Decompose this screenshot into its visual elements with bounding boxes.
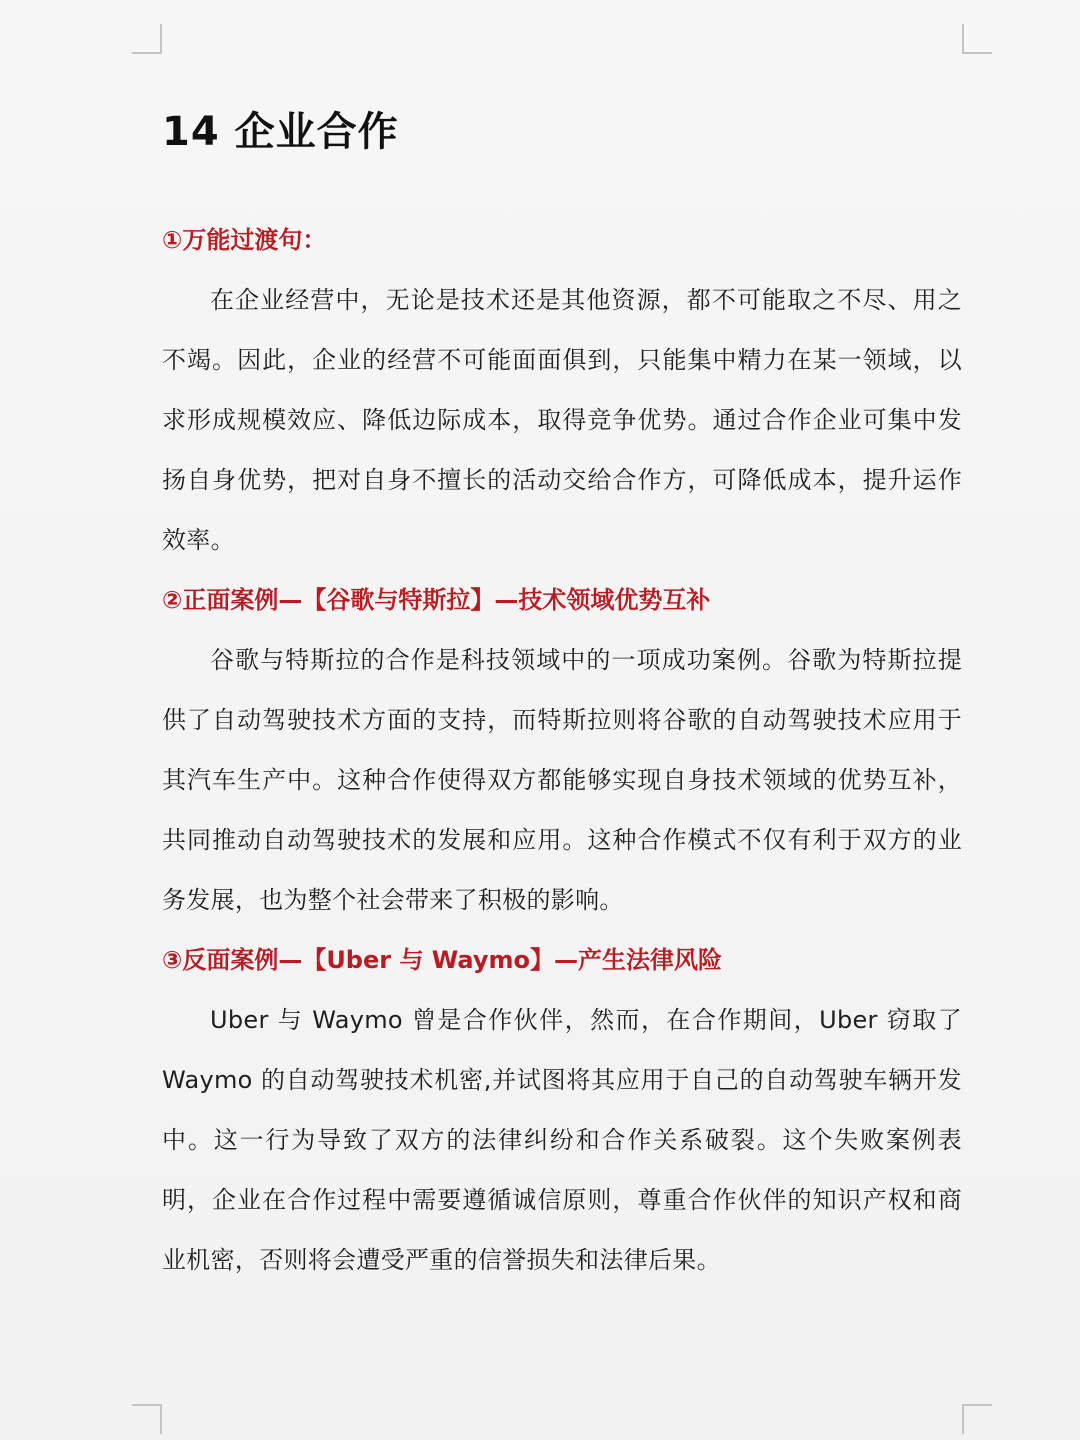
section-paragraph-negative-case: Uber 与 Waymo 曾是合作伙伴，然而，在合作期间，Uber 窃取了 Waymo 的自动驾驶技术机密,并试图将其应用于自己的自动驾驶车辆开发中。这一行为导致了双方的法律纠纷和合作关系破裂。这个失败案例表明，企业在合作过程中需要遵循诚信原则，尊重合作伙伴的知识产权和商业机密，否则将会遭受严重的信誉损失和法律后果。	[162, 1006, 962, 1274]
crop-mark-top-left	[132, 24, 162, 54]
crop-mark-top-right	[962, 24, 992, 54]
crop-mark-bottom-left	[132, 1404, 162, 1434]
section-paragraph-transition: 在企业经营中，无论是技术还是其他资源，都不可能取之不尽、用之不竭。因此，企业的经营不可能面面俱到，只能集中精力在某一领域，以求形成规模效应、降低边际成本，取得竞争优势。通过合作企业可集中发扬自身优势，把对自身不擅长的活动交给合作方，可降低成本，提升运作效率。	[162, 286, 962, 554]
page-title: 14 企业合作	[162, 109, 399, 155]
section-heading-negative-case: ③反面案例—【Uber 与 Waymo】—产生法律风险	[162, 946, 723, 974]
section-heading-transition: ①万能过渡句：	[162, 226, 327, 254]
section-heading-positive-case: ②正面案例—【谷歌与特斯拉】—技术领域优势互补	[162, 586, 711, 614]
section-paragraph-positive-case: 谷歌与特斯拉的合作是科技领域中的一项成功案例。谷歌为特斯拉提供了自动驾驶技术方面的支持，而特斯拉则将谷歌的自动驾驶技术应用于其汽车生产中。这种合作使得双方都能够实现自身技术领域的优势互补，共同推动自动驾驶技术的发展和应用。这种合作模式不仅有利于双方的业务发展，也为整个社会带来了积极的影响。	[162, 646, 962, 914]
crop-mark-bottom-right	[962, 1404, 992, 1434]
document-body	[162, 100, 962, 1290]
